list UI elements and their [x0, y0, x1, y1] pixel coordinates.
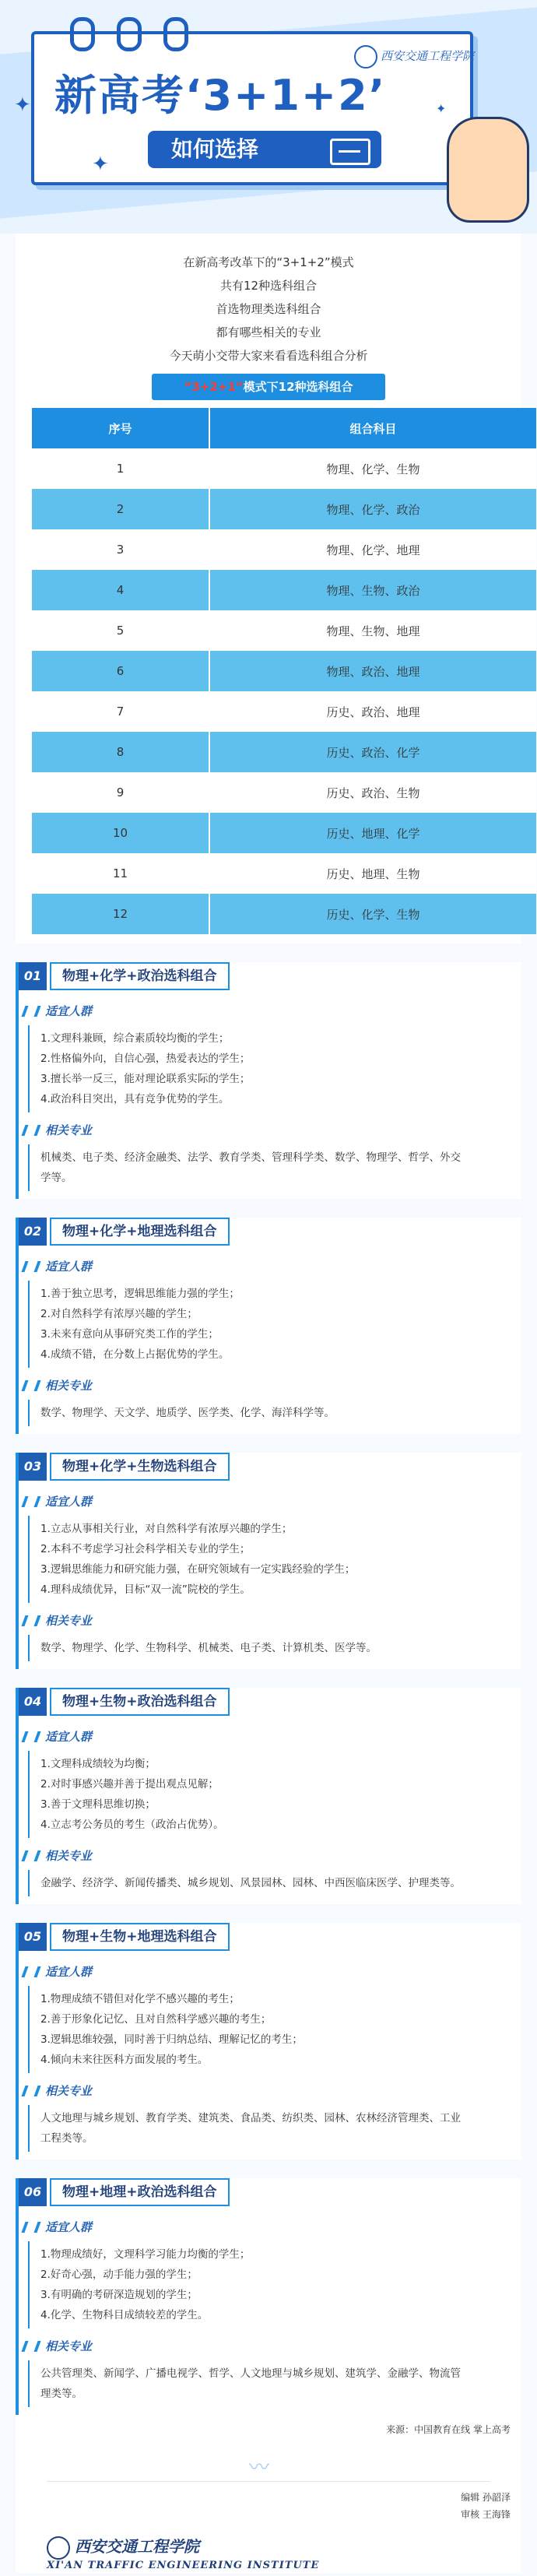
- section-title: 物理+化学+地理选科组合: [50, 1218, 230, 1246]
- slash-mark-icon: [21, 2086, 40, 2096]
- section-title: 物理+生物+地理选科组合: [50, 1923, 230, 1951]
- suitable-list: 1.物理成绩好，文理科学习能力均衡的学生； 2.好奇心强，动手能力强的学生； 3.有明确的考研深造规划的学生； 4.化学、生物科目成绩较差的学生。: [28, 2241, 512, 2328]
- footer: [16, 2441, 521, 2573]
- table-title: “3+2+1”模式下12种选科组合: [152, 374, 385, 400]
- source-credit: 来源：中国教育在线 掌上高考: [16, 2415, 521, 2441]
- pointing-hand-icon: [447, 117, 529, 223]
- table-row: 2 物理、化学、政治: [32, 489, 536, 529]
- combo-section: [16, 1218, 521, 1434]
- section-number: 05: [19, 1923, 47, 1951]
- intro-line: 都有哪些相关的专业: [216, 325, 321, 339]
- section-header: [19, 962, 521, 993]
- majors-list: 人文地理与城乡规划、教育学类、建筑类、食品类、纺织类、园林、农林经济管理类、工业 工程类等。: [28, 2105, 512, 2152]
- section-number: 03: [19, 1453, 47, 1481]
- suitable-heading: 适宜人群: [19, 2219, 521, 2235]
- combo-section: [16, 2178, 521, 2415]
- sparkle-icon: ✦: [436, 101, 447, 116]
- combo-section: [16, 1923, 521, 2160]
- table-row: 11 历史、地理、生物: [32, 853, 536, 894]
- suitable-heading: 适宜人群: [19, 1728, 521, 1745]
- seal-icon: [47, 2536, 70, 2560]
- slash-mark-icon: [21, 1261, 40, 1272]
- combo-section: [16, 1688, 521, 1904]
- arrow-right-icon: [330, 139, 370, 165]
- table-row: 12 历史、化学、生物: [32, 894, 536, 934]
- table-row: 7 历史、政治、地理: [32, 691, 536, 732]
- intro-line: 共有12种选科组合: [219, 279, 318, 293]
- section-header: [19, 2178, 521, 2209]
- suitable-list: 1.文理科成绩较为均衡； 2.对时事感兴趣并善于提出观点见解； 3.善于文理科思维切换； 4.立志考公务员的考生（政治占优势）。: [28, 1751, 512, 1838]
- slash-mark-icon: [21, 1966, 40, 1977]
- suitable-heading: 适宜人群: [19, 1493, 521, 1509]
- table-row: 6 物理、政治、地理: [32, 651, 536, 691]
- combo-section: [16, 962, 521, 1199]
- column-header: 组合科目: [209, 408, 536, 448]
- university-logo: 西安交通工程学院: [354, 45, 474, 69]
- section-number: 02: [19, 1218, 47, 1246]
- combination-table: [32, 408, 536, 934]
- section-title: 物理+生物+政治选科组合: [50, 1688, 230, 1716]
- majors-heading: 相关专业: [19, 2082, 521, 2099]
- table-row: 8 历史、政治、化学: [32, 732, 536, 772]
- majors-heading: 相关专业: [19, 1847, 521, 1864]
- slash-mark-icon: [21, 1615, 40, 1626]
- reviewer-credit: 审核 王海锋: [461, 2509, 511, 2520]
- section-title: 物理+化学+生物选科组合: [50, 1453, 230, 1481]
- suitable-list: 1.文理科兼顾，综合素质较均衡的学生； 2.性格偏外向，自信心强，热爱表达的学生； 3.擅长举一反三，能对理论联系实际的学生； 4.政治科目突出，具有竞争优势的学生。: [28, 1025, 512, 1112]
- majors-heading: 相关专业: [19, 1612, 521, 1629]
- slash-mark-icon: [21, 1496, 40, 1507]
- majors-heading: 相关专业: [19, 2338, 521, 2354]
- section-number: 06: [19, 2178, 47, 2206]
- divider: [47, 2481, 490, 2482]
- majors-list: 数学、物理学、天文学、地质学、医学类、化学、海洋科学等。: [28, 1400, 512, 1426]
- section-number: 01: [19, 962, 47, 990]
- slash-mark-icon: [21, 1380, 40, 1391]
- majors-heading: 相关专业: [19, 1377, 521, 1393]
- majors-heading: 相关专业: [19, 1122, 521, 1138]
- page-title: 新高考‘3+1+2’: [54, 71, 387, 120]
- section-number: 04: [19, 1688, 47, 1716]
- section-header: [19, 1688, 521, 1719]
- slash-mark-icon: [21, 1850, 40, 1861]
- suitable-heading: 适宜人群: [19, 1003, 521, 1019]
- suitable-list: 1.物理成绩不错但对化学不感兴趣的考生； 2.善于形象化记忆、且对自然科学感兴趣的考生； 3.逻辑思维较强，同时善于归纳总结、理解记忆的考生； 4.倾向未来往医科方面发展的考生。: [28, 1986, 512, 2073]
- intro-line: 今天萌小交带大家来看看选科组合分析: [169, 349, 368, 363]
- intro-line: 首选物理类选科组合: [216, 302, 321, 316]
- binder-ring-icon: [70, 17, 95, 51]
- intro-line: 在新高考改革下的“3+1+2”模式: [183, 255, 354, 269]
- combo-section: [16, 1453, 521, 1669]
- footer-logo: 西安交通工程学院 XI'AN TRAFFIC ENGINEERING INSTITUTE: [47, 2537, 320, 2571]
- suitable-list: 1.立志从事相关行业，对自然科学有浓厚兴趣的学生； 2.本科不考虑学习社会科学相关专业的学生； 3.逻辑思维能力和研究能力强，在研究领域有一定实践经验的学生； 4.理科成绩优异，目标“双一流”院校的学生。: [28, 1516, 512, 1603]
- table-row: 1 物理、化学、生物: [32, 448, 536, 489]
- table-row: 9 历史、政治、生物: [32, 772, 536, 813]
- table-row: 10 历史、地理、化学: [32, 813, 536, 853]
- intro: [16, 234, 521, 944]
- suitable-list: 1.善于独立思考，逻辑思维能力强的学生； 2.对自然科学有浓厚兴趣的学生； 3.未来有意向从事研究类工作的学生； 4.成绩不错，在分数上占据优势的学生。: [28, 1281, 512, 1368]
- table-row: 3 物理、化学、地理: [32, 529, 536, 570]
- section-header: [19, 1923, 521, 1954]
- section-header: [19, 1218, 521, 1249]
- slash-mark-icon: [21, 1731, 40, 1742]
- suitable-heading: 适宜人群: [19, 1258, 521, 1274]
- column-header: 序号: [32, 408, 209, 448]
- table-row: 5 物理、生物、地理: [32, 610, 536, 651]
- slash-mark-icon: [21, 2222, 40, 2233]
- section-title: 物理+地理+政治选科组合: [50, 2178, 230, 2206]
- binder-ring-icon: [117, 17, 142, 51]
- majors-list: 金融学、经济学、新闻传播类、城乡规划、风景园林、园林、中西医临床医学、护理类等。: [28, 1870, 512, 1896]
- sparkle-icon: ✦: [92, 153, 109, 176]
- slash-mark-icon: [21, 1006, 40, 1017]
- sparkle-icon: ✦: [14, 93, 31, 117]
- how-to-choose-button: 如何选择: [148, 131, 381, 168]
- editor-credit: 编辑 孙韶泽: [461, 2492, 511, 2503]
- table-row: 4 物理、生物、政治: [32, 570, 536, 610]
- section-header: [19, 1453, 521, 1484]
- majors-list: 数学、物理学、化学、生物科学、机械类、电子类、计算机类、医学等。: [28, 1635, 512, 1661]
- section-title: 物理+化学+政治选科组合: [50, 962, 230, 990]
- slash-mark-icon: [21, 2341, 40, 2352]
- binder-ring-icon: [163, 17, 188, 51]
- bird-icon: 〰: [249, 2456, 270, 2479]
- majors-list: 机械类、电子类、经济金融类、法学、教育学类、管理科学类、数学、物理学、哲学、外交 学等。: [28, 1144, 512, 1191]
- suitable-heading: 适宜人群: [19, 1963, 521, 1980]
- majors-list: 公共管理类、新闻学、广播电视学、哲学、人文地理与城乡规划、建筑学、金融学、物流管 理类等。: [28, 2360, 512, 2407]
- slash-mark-icon: [21, 1125, 40, 1136]
- hero-banner: [0, 0, 537, 234]
